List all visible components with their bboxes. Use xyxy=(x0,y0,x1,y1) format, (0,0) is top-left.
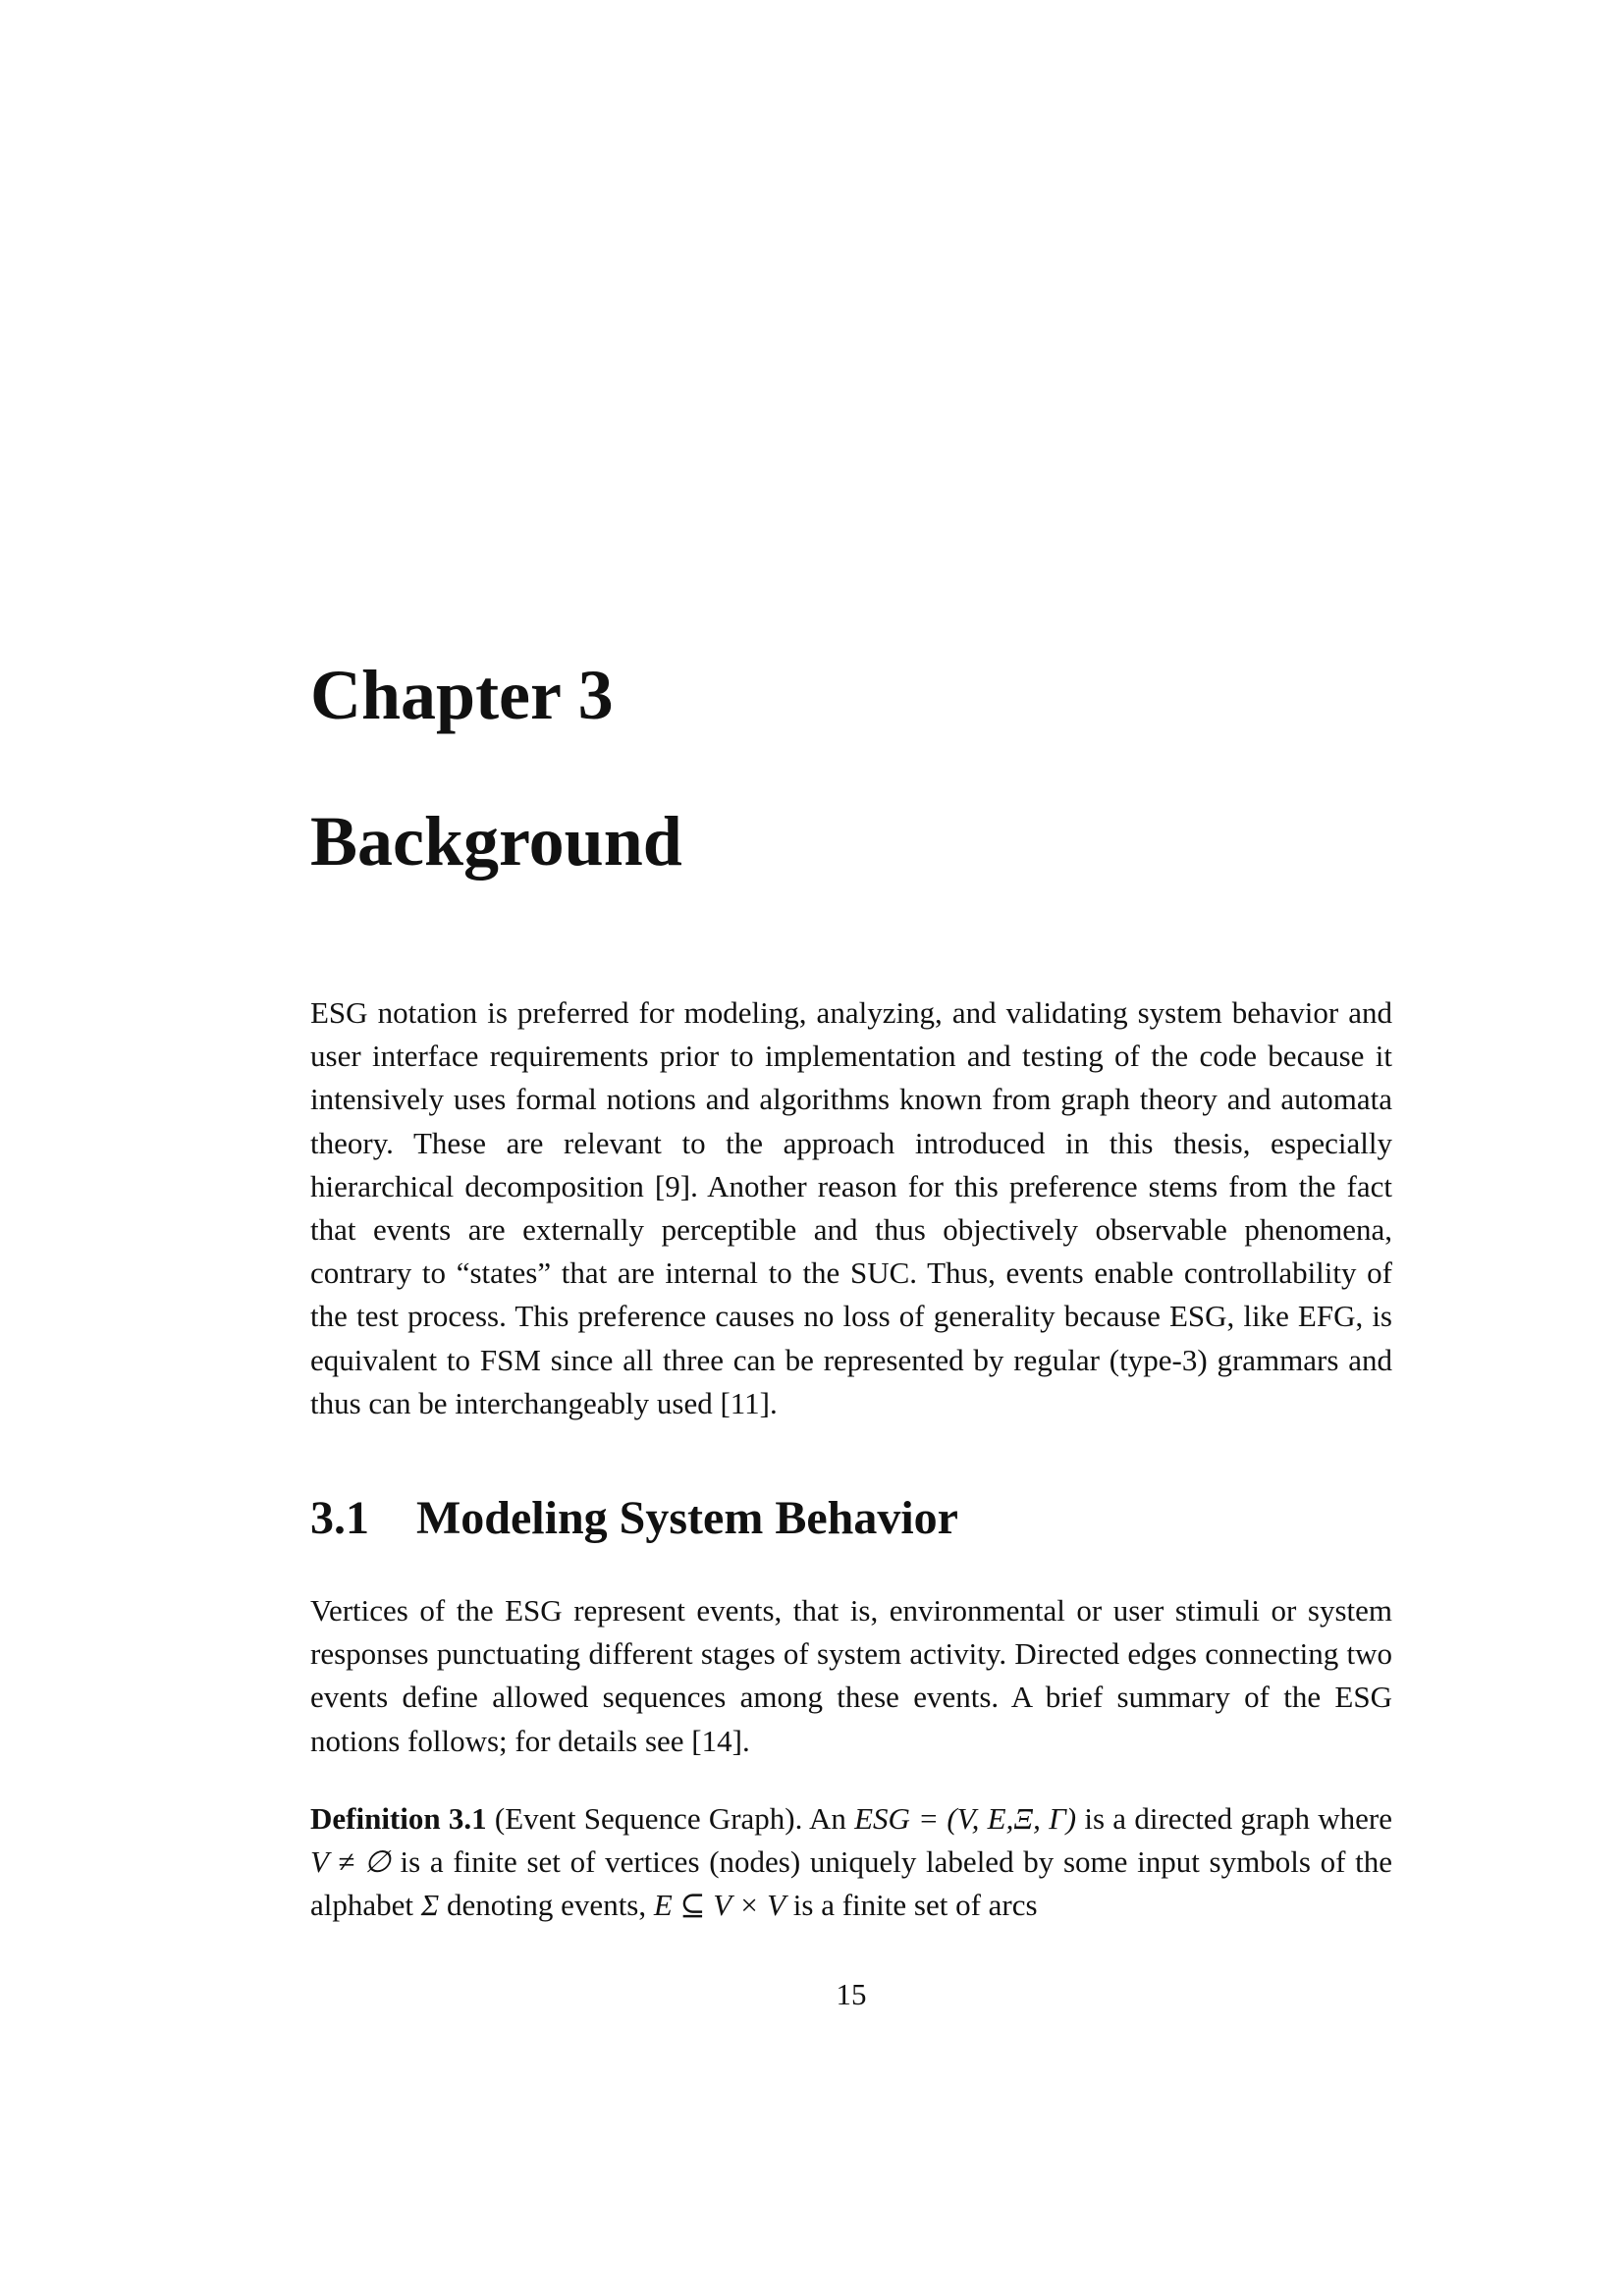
definition-math-esg: ESG = (V, E,Ξ, Γ) xyxy=(854,1801,1077,1836)
section-heading xyxy=(310,1490,1392,1547)
definition-math-sigma: Σ xyxy=(420,1888,440,1923)
page-number: 15 xyxy=(836,1977,867,2011)
definition-text-5: is a finite set of arcs xyxy=(785,1888,1038,1923)
section-number: 3.1 xyxy=(310,1492,369,1544)
definition-text-2: is a directed graph where xyxy=(1076,1801,1392,1836)
section-title: Modeling System Behavior xyxy=(416,1492,958,1544)
definition-name: (Event Sequence Graph). xyxy=(494,1801,803,1836)
definition-paragraph xyxy=(310,1797,1392,1928)
definition-math-v: V ≠ ∅ xyxy=(310,1844,391,1880)
definition-text-3: is a finite set of vertices (nodes) uniquely labeled by some input symbols of the alphabet xyxy=(310,1844,1392,1923)
chapter-label: Chapter 3 xyxy=(310,656,614,734)
definition-text-1: An xyxy=(802,1801,855,1836)
definition-text-4: denoting events, xyxy=(439,1888,654,1923)
intro-paragraph: ESG notation is preferred for modeling, analyzing, and validating system behavior and user interface requirements prior to implementation and testing of the code because it intensively uses formal notions and algorithms known from graph theory and automata theory. These are relevant to the approach introduced in this thesis, especially hierarchical decomposition [9]. Another reason for this preference stems from the fact that events are externally perceptible and thus objectively observable phenomena, contrary to “states” that are internal to the SUC. Thus, events enable controllability of the test process. This preference causes no loss of generality because ESG, like EFG, is equivalent to FSM since all three can be represented by regular (type-3) grammars and thus can be interchangeably used [11]. xyxy=(310,995,1392,1420)
definition-math-e: E ⊆ V × V xyxy=(653,1888,786,1923)
chapter-title: Background xyxy=(310,802,682,881)
definition-label: Definition 3.1 xyxy=(310,1801,487,1836)
section-paragraph: Vertices of the ESG represent events, that is, environmental or user stimuli or system responses punctuating different stages of system activity. Directed edges connecting two events define allowed sequences among these events. A brief summary of the ESG notions follows; for details see [14]. xyxy=(310,1593,1392,1758)
